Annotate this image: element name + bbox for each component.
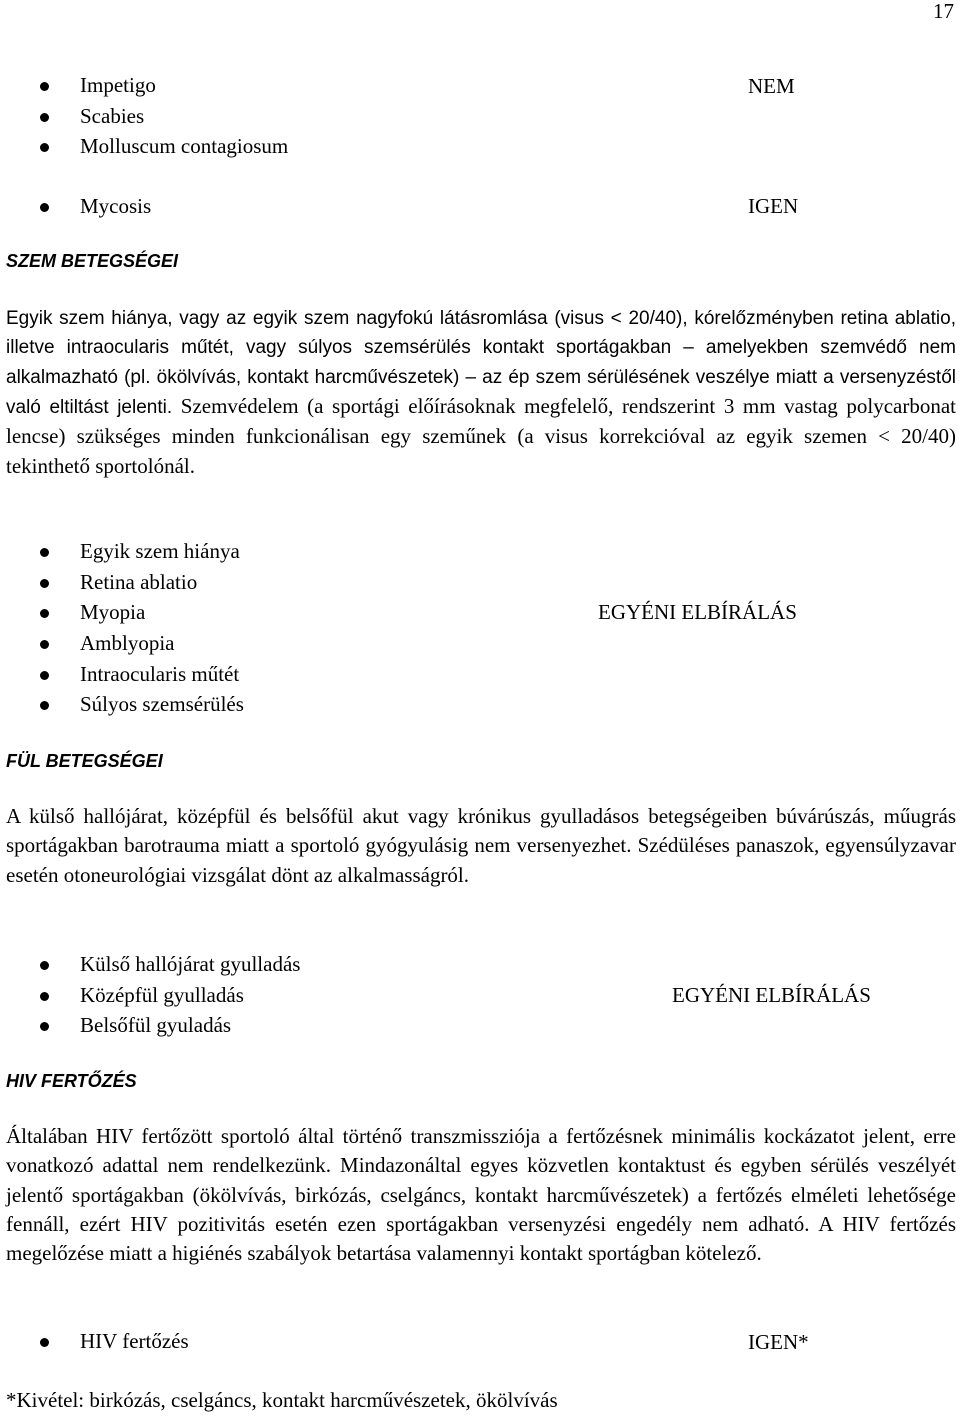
list-item: Súlyos szemsérülés xyxy=(0,689,244,720)
bullet-icon xyxy=(40,609,49,618)
bullet-icon xyxy=(40,548,49,557)
list-item: Amblyopia xyxy=(0,628,244,659)
list-item: Scabies xyxy=(0,101,288,132)
hiv-verdict: IGEN* xyxy=(748,1330,809,1354)
bullet-icon xyxy=(40,1338,49,1347)
ear-paragraph: A külső hallójárat, középfül és belsőfül akut vagy krónikus gyulladásos betegségeiben búvárúszás, műugrás sportágakban barotrauma miatt a sportoló gyógyulásig nem versenyezhet. Szédüléses panaszok, egyensúlyzavar esetén otoneurológiai vizsgálat dönt az alkalmasságról. xyxy=(6,804,956,887)
hiv-list xyxy=(0,1326,189,1357)
hiv-paragraph: Általában HIV fertőzött sportoló által történő transzmissziója a fertőzésnek minimális kockázatot jelent, erre vonatkozó adattal nem rendelkezünk. Mindazonáltal egyes közvetlen kontaktust és egyben sérülés veszélyét jelentő sportágakban (ökölvívás, birkózás, cselgáncs, kontakt harcművészetek) a fertőzés elméleti lehetősége fennáll, ezért HIV pozitivitás esetén ezen sportágakban versenyzési engedély nem adható. A HIV fertőzés megelőzése miatt a higiénés szabályok betartása valamennyi kontakt sportágban kötelező. xyxy=(6,1124,956,1266)
list-item: Myopia xyxy=(0,597,244,628)
footnote: *Kivétel: birkózás, cselgáncs, kontakt harcművészetek, ökölvívás xyxy=(6,1388,558,1412)
eye-paragraph: Egyik szem hiánya, vagy az egyik szem nagyfokú látásromlása (visus < 20/40), kórelőzményben retina ablatio, illetve intraocularis műtét, vagy súlyos szemsérülés kontakt sportágakban – amelyekben szemvédő nem alkalmazható (pl. ökölvívás, kontakt harcművészetek) – az ép szem sérülésének veszélye miatt a versenyzéstől való eltiltást jelenti. Szemvédelem (a sportági előírásoknak megfelelő, rendszerint 3 mm vastag polycarbonat lencse) szükséges minden funkcionálisan egy szeműnek (a visus korrekcióval az egyik szemen < 20/40) tekinthető sportolónál. xyxy=(6,308,957,479)
bullet-icon xyxy=(40,579,49,588)
list-item: Belsőfül gyuladás xyxy=(0,1010,300,1041)
list-item: Intraocularis műtét xyxy=(0,659,244,690)
eye-list xyxy=(0,536,244,720)
list-item: Külső hallójárat gyulladás xyxy=(0,949,300,980)
bullet-icon xyxy=(40,992,49,1001)
bullet-icon xyxy=(40,113,49,122)
ear-verdict: EGYÉNI ELBÍRÁLÁS xyxy=(672,983,871,1007)
bullet-icon xyxy=(40,143,49,152)
section-heading-hiv: HIV FERTŐZÉS xyxy=(6,1071,137,1091)
page-number: 17 xyxy=(933,0,954,23)
eye-verdict: EGYÉNI ELBÍRÁLÁS xyxy=(598,600,797,624)
skin-list-2 xyxy=(0,191,151,222)
section-heading-ear: FÜL BETEGSÉGEI xyxy=(6,751,163,771)
bullet-icon xyxy=(40,701,49,710)
list-item: Retina ablatio xyxy=(0,567,244,598)
bullet-icon xyxy=(40,203,49,212)
bullet-icon xyxy=(40,961,49,970)
ear-list xyxy=(0,949,300,1041)
list-item: Mycosis xyxy=(0,191,151,222)
list-item: Egyik szem hiánya xyxy=(0,536,244,567)
list-item: Molluscum contagiosum xyxy=(0,131,288,162)
list-item: Impetigo xyxy=(0,70,288,101)
list-item: Középfül gyulladás xyxy=(0,980,300,1011)
bullet-icon xyxy=(40,671,49,680)
bullet-icon xyxy=(40,1022,49,1031)
section-heading-eye: SZEM BETEGSÉGEI xyxy=(6,251,179,271)
skin-verdict: NEM xyxy=(748,74,795,98)
skin-list xyxy=(0,70,288,162)
bullet-icon xyxy=(40,82,49,91)
skin-verdict-2: IGEN xyxy=(748,194,799,218)
bullet-icon xyxy=(40,640,49,649)
list-item: HIV fertőzés xyxy=(0,1326,189,1357)
